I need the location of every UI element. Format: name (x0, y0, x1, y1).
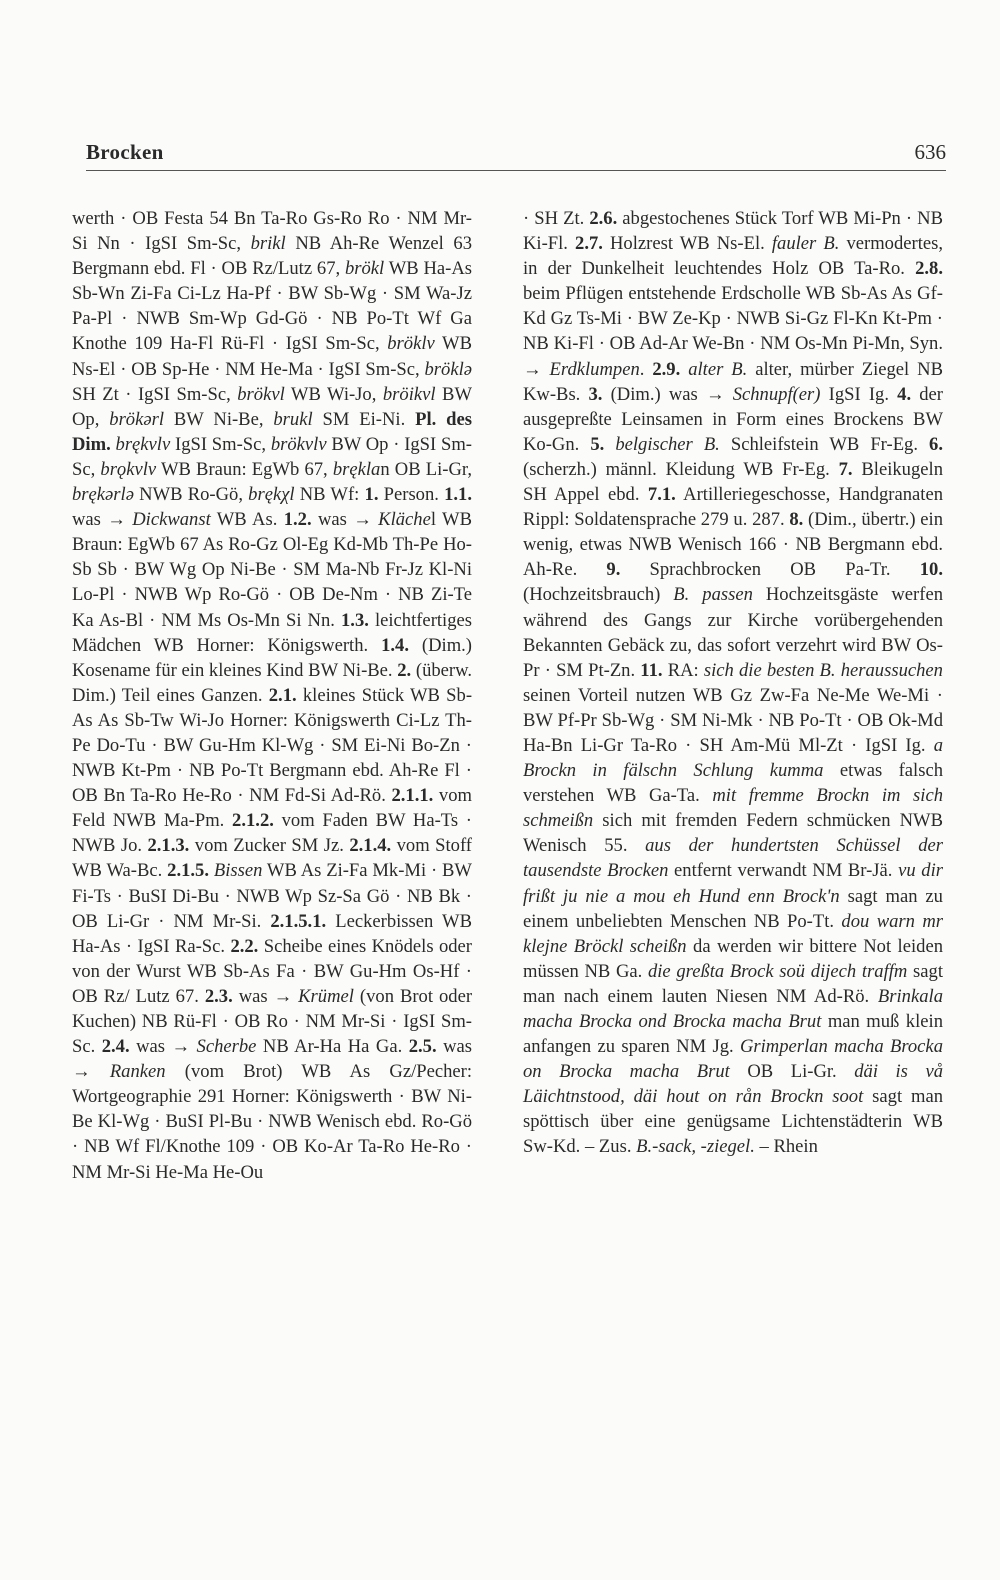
page-number: 636 (914, 140, 946, 164)
right-column (523, 206, 943, 1160)
page-header (86, 140, 946, 171)
right-column-text: · SH Zt. 2.6. abgestochenes Stück Torf WB Mi-Pn · NB Ki-Fl. 2.7. Holzrest WB Ns-El. fauler B. vermodertes, in der Dunkelheit leuchtendes Holz OB Ta-Ro. 2.8. beim Pflügen entstehende Erdscholle WB Sb-As As Gf-Kd Gz Ts-Mi · BW Ze-Kp · NWB Si-Gz Fl-Kn Kt-Pm · NB Ki-Fl · OB Ad-Ar We-Bn · NM Os-Mn Pi-Mn, Syn. → Erdklumpen. 2.9. alter B. alter, mürber Ziegel NB Kw-Bs. 3. (Dim.) was → Schnupf(er) IgSI Ig. 4. der ausgepreßte Leinsamen in Form eines Brockens BW Ko-Gn. 5. belgischer B. Schleifstein WB Fr-Eg. 6. (scherzh.) männl. Kleidung WB Fr-Eg. 7. Bleikugeln SH Appel ebd. 7.1. Artilleriegeschosse, Handgranaten Rippl: Soldatensprache 279 u. 287. 8. (Dim., übertr.) ein wenig, etwas NWB Wenisch 166 · NB Bergmann ebd. Ah-Re. 9. Sprachbrocken OB Pa-Tr. 10. (Hochzeitsbrauch) B. passen Hochzeitsgäste werfen während des Gangs zur Kirche vorübergehenden Bekannten Gebäck zu, das sofort verzehrt wird BW Os-Pr · SM Pt-Zn. 11. RA: sich die besten B. heraussuchen seinen Vorteil nutzen WB Gz Zw-Fa Ne-Me We-Mi · BW Pf-Pr Sb-Wg · SM Ni-Mk · NB Po-Tt · OB Ok-Md Ha-Bn Li-Gr Ta-Ro · SH Am-Mü Ml-Zt · IgSI Ig. a Brockn in fälschn Schlung kumma etwas falsch verstehen WB Ga-Ta. mit fremme Brockn im sich schmeißn sich mit fremden Federn schmücken NWB Wenisch 55. aus der hundertsten Schüssel der tausendste Brocken entfernt verwandt NM Br-Jä. vu dir frißt ju nie a mou eh Hund enn Brock'n sagt man zu einem unbeliebten Menschen NB Po-Tt. dou warn mr klejne Bröckl scheißn da werden wir bittere Not leiden müssen NB Ga. die greßta Brock soü dijech traffm sagt man nach einem lauten Niesen NM Ad-Rö. Brinkala macha Brocka ond Brocka macha Brut man muß klein anfangen zu sparen NM Jg. Grimperlan macha Brocka on Brocka macha Brut OB Li-Gr. däi is vå Läichtnstood, däi hout on rån Brockn soot sagt man spöttisch über eine genügsame Lichtenstädterin WB Sw-Kd. – Zus. B.-sack, -ziegel. – Rhein (523, 208, 944, 1158)
left-column-text: werth · OB Festa 54 Bn Ta-Ro Gs-Ro Ro · NM Mr-Si Nn · IgSI Sm-Sc, brikl NB Ah-Re Wenzel 63 Bergmann ebd. Fl · OB Rz/Lutz 67, brökl WB Ha-As Sb-Wn Zi-Fa Ci-Lz Ha-Pf · BW Sb-Wg · SM Wa-Jz Pa-Pl · NWB Sm-Wp Gd-Gö · NB Po-Tt Wf Ga Knothe 109 Ha-Fl Rü-Fl · IgSI Sm-Sc, bröklv WB Ns-El · OB Sp-He · NM He-Ma · IgSI Sm-Sc, bröklə SH Zt · IgSI Sm-Sc, brökvl WB Wi-Jo, bröikvl BW Op, brökərl BW Ni-Be, brukl SM Ei-Ni. Pl. des Dim. brękvlv IgSI Sm-Sc, brökvlv BW Op · IgSI Sm-Sc, brǫkvlv WB Braun: EgWb 67, bręklan OB Li-Gr, brękərlə NWB Ro-Gö, brękχl NB Wf: 1. Person. 1.1. was → Dickwanst WB As. 1.2. was → Klächel WB Braun: EgWb 67 As Ro-Gz Ol-Eg Kd-Mb Th-Pe Ho-Sb Sb · BW Wg Op Ni-Be · SM Ma-Nb Fr-Jz Kl-Ni Lo-Pl · NWB Wp Ro-Gö · OB De-Nm · NB Zi-Te Ka As-Bl · NM Ms Os-Mn Si Nn. 1.3. leichtfertiges Mädchen WB Horner: Königswerth. 1.4. (Dim.) Kosename für ein kleines Kind BW Ni-Be. 2. (überw. Dim.) Teil eines Ganzen. 2.1. kleines Stück WB Sb-As As Sb-Tw Wi-Jo Horner: Königswerth Ci-Lz Th-Pe Do-Tu · BW Gu-Hm Kl-Wg · SM Ei-Ni Bo-Zn · NWB Kt-Pm · NB Po-Tt Bergmann ebd. Ah-Re Fl · OB Bn Ta-Ro He-Ro · NM Fd-Si Ad-Rö. 2.1.1. vom Feld NWB Ma-Pm. 2.1.2. vom Faden BW Ha-Ts · NWB Jo. 2.1.3. vom Zucker SM Jz. 2.1.4. vom Stoff WB Wa-Bc. 2.1.5. Bissen WB As Zi-Fa Mk-Mi · BW Fi-Ts · BuSI Di-Bu · NWB Wp Sz-Sa Gö · NB Bk · OB Li-Gr · NM Mr-Si. 2.1.5.1. Leckerbissen WB Ha-As · IgSI Ra-Sc. 2.2. Scheibe eines Knödels oder von der Wurst WB Sb-As Fa · BW Gu-Hm Os-Hf · OB Rz/ Lutz 67. 2.3. was → Krümel (von Brot oder Kuchen) NB Rü-Fl · OB Ro · NM Mr-Si · IgSI Sm-Sc. 2.4. was → Scherbe NB Ar-Ha Ha Ga. 2.5. was → Ranken (vom Brot) WB As Gz/Pecher: Wortgeographie 291 Horner: Königswerth · BW Ni-Be Kl-Wg · BuSI Pl-Bu · NWB Wenisch ebd. Ro-Gö · NB Wf Fl/Knothe 109 · OB Ko-Ar Ta-Ro He-Ro · NM Mr-Si He-Ma He-Ou (72, 208, 473, 1183)
running-headword: Brocken (86, 140, 164, 164)
left-column (72, 206, 472, 1185)
